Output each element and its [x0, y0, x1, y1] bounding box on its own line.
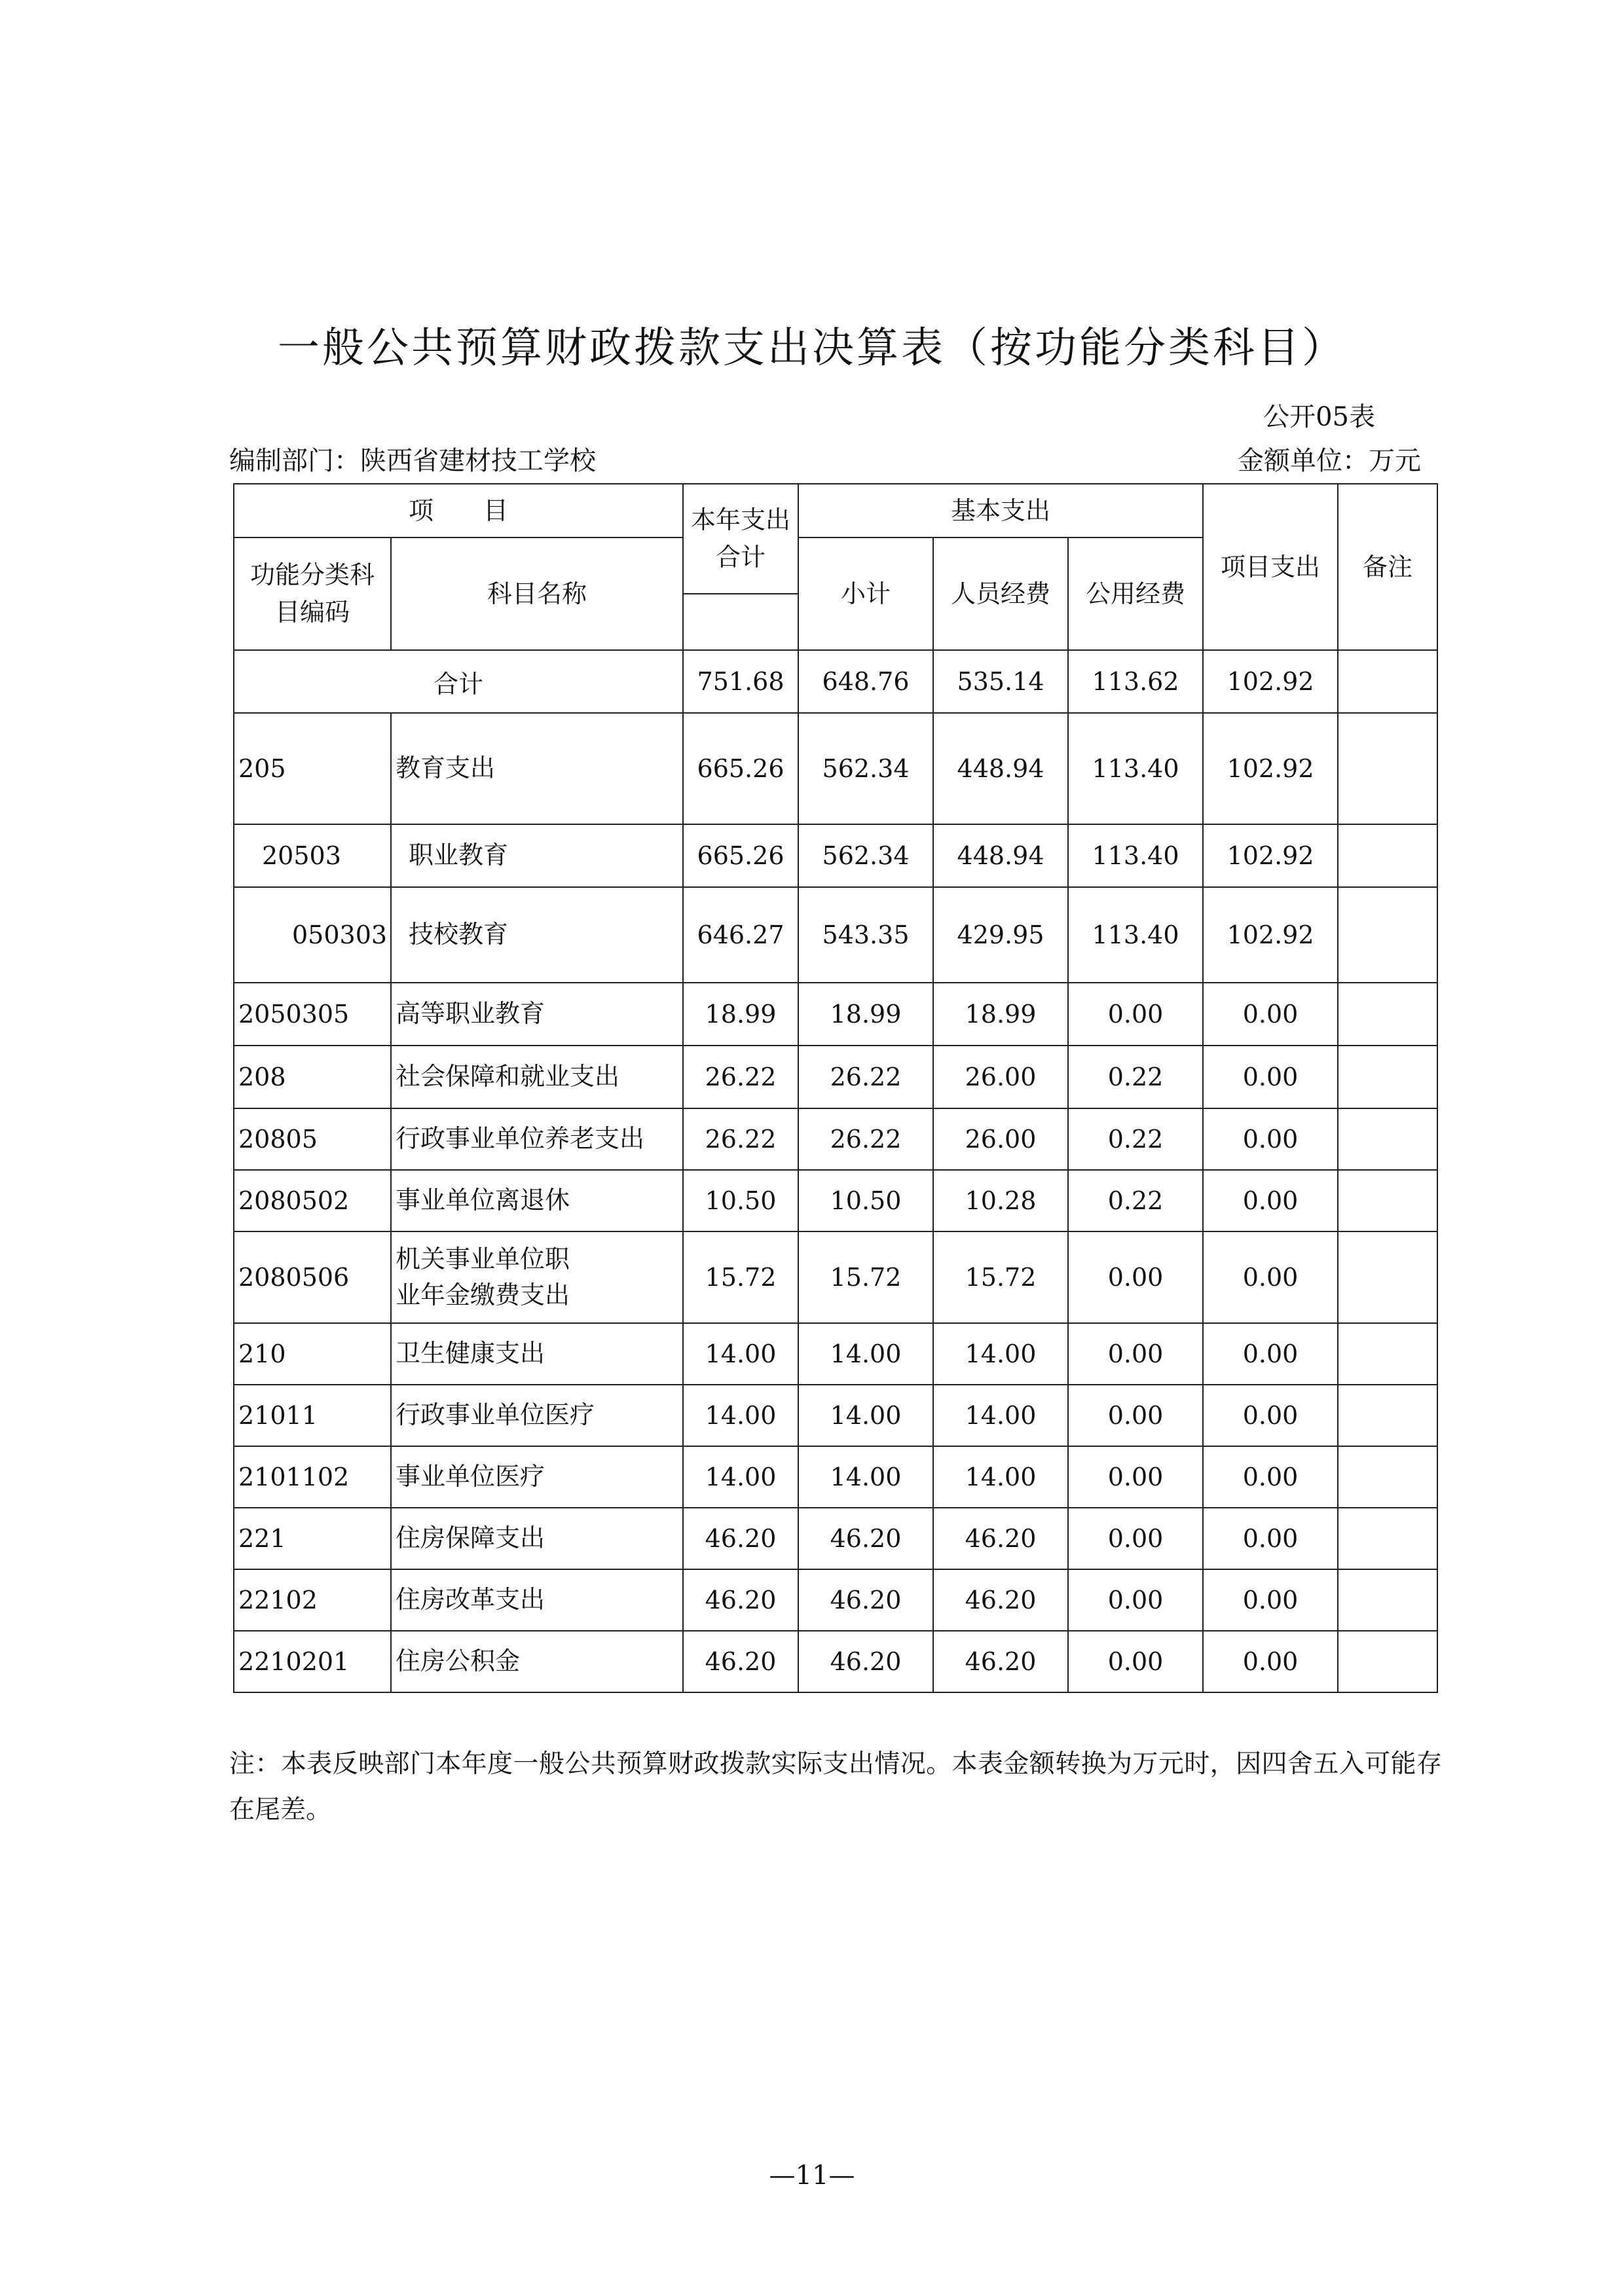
cell-code: 050303	[234, 887, 391, 983]
table-row	[234, 1569, 1437, 1631]
cell-name: 住房保障支出	[391, 1508, 683, 1569]
table-row	[234, 1108, 1437, 1170]
cell-subtotal: 562.34	[798, 824, 933, 887]
cell-total: 10.50	[683, 1170, 798, 1231]
cell-name: 行政事业单位医疗	[391, 1385, 683, 1446]
table-row	[234, 1631, 1437, 1692]
cell-total: 18.99	[683, 983, 798, 1046]
cell-personnel: 26.00	[933, 1046, 1068, 1108]
cell-total: 646.27	[683, 887, 798, 983]
cell-personnel: 448.94	[933, 713, 1068, 824]
cell-total: 665.26	[683, 713, 798, 824]
cell-public: 0.00	[1068, 1323, 1203, 1385]
cell-project: 0.00	[1203, 1108, 1338, 1170]
cell-remark	[1338, 1569, 1437, 1631]
cell-total: 665.26	[683, 824, 798, 887]
cell-total: 46.20	[683, 1631, 798, 1692]
cell-code: 20503	[234, 824, 391, 887]
cell-project: 0.00	[1203, 1231, 1338, 1323]
cell-personnel: 535.14	[933, 650, 1068, 713]
cell-project: 102.92	[1203, 713, 1338, 824]
cell-project: 0.00	[1203, 1323, 1338, 1385]
cell-public: 0.00	[1068, 1446, 1203, 1508]
table-row	[234, 1231, 1437, 1323]
cell-remark	[1338, 1323, 1437, 1385]
cell-personnel: 15.72	[933, 1231, 1068, 1323]
table-row-total	[234, 650, 1437, 713]
cell-name-line: 机关事业单位职	[396, 1244, 570, 1273]
cell-remark	[1338, 1508, 1437, 1569]
cell-name: 技校教育	[391, 887, 683, 983]
cell-public: 113.40	[1068, 713, 1203, 824]
page-number: —11—	[769, 2160, 855, 2191]
cell-personnel: 18.99	[933, 983, 1068, 1046]
cell-total: 26.22	[683, 1046, 798, 1108]
cell-name: 职业教育	[391, 824, 683, 887]
cell-public: 0.22	[1068, 1170, 1203, 1231]
header-subtotal: 小计	[798, 538, 933, 650]
cell-personnel: 46.20	[933, 1508, 1068, 1569]
cell-code: 221	[234, 1508, 391, 1569]
cell-public: 0.22	[1068, 1108, 1203, 1170]
cell-code: 2050305	[234, 983, 391, 1046]
cell-remark	[1338, 1046, 1437, 1108]
cell-total: 15.72	[683, 1231, 798, 1323]
cell-public: 113.40	[1068, 824, 1203, 887]
cell-code: 21011	[234, 1385, 391, 1446]
cell-name: 社会保障和就业支出	[391, 1046, 683, 1108]
cell-subtotal: 14.00	[798, 1446, 933, 1508]
cell-public: 113.40	[1068, 887, 1203, 983]
cell-subtotal: 26.22	[798, 1046, 933, 1108]
cell-public: 0.00	[1068, 1631, 1203, 1692]
header-basic: 基本支出	[798, 484, 1203, 538]
cell-personnel: 26.00	[933, 1108, 1068, 1170]
cell-project: 0.00	[1203, 1046, 1338, 1108]
cell-project: 0.00	[1203, 1508, 1338, 1569]
cell-name: 住房公积金	[391, 1631, 683, 1692]
cell-project: 0.00	[1203, 1170, 1338, 1231]
cell-remark	[1338, 983, 1437, 1046]
header-subject-name: 科目名称	[391, 538, 683, 650]
cell-subtotal: 46.20	[798, 1569, 933, 1631]
cell-remark	[1338, 824, 1437, 887]
cell-project: 102.92	[1203, 824, 1338, 887]
cell-remark	[1338, 1446, 1437, 1508]
cell-total: 14.00	[683, 1446, 798, 1508]
table-row	[234, 1508, 1437, 1569]
cell-total: 26.22	[683, 1108, 798, 1170]
cell-total: 46.20	[683, 1569, 798, 1631]
page-title: 一般公共预算财政拨款支出决算表（按功能分类科目）	[278, 324, 1346, 373]
cell-code: 205	[234, 713, 391, 824]
cell-personnel: 429.95	[933, 887, 1068, 983]
cell-code: 22102	[234, 1569, 391, 1631]
cell-name: 事业单位医疗	[391, 1446, 683, 1508]
cell-project: 0.00	[1203, 1631, 1338, 1692]
cell-code: 2080502	[234, 1170, 391, 1231]
header-project: 项目支出	[1203, 484, 1338, 650]
cell-subtotal: 26.22	[798, 1108, 933, 1170]
total-label: 合计	[234, 650, 683, 713]
cell-subtotal: 562.34	[798, 713, 933, 824]
cell-remark	[1338, 887, 1437, 983]
cell-public: 0.00	[1068, 983, 1203, 1046]
table-code: 公开05表	[1263, 402, 1375, 432]
cell-name: 高等职业教育	[391, 983, 683, 1046]
cell-personnel: 46.20	[933, 1569, 1068, 1631]
cell-project: 0.00	[1203, 983, 1338, 1046]
cell-subtotal: 543.35	[798, 887, 933, 983]
cell-remark	[1338, 650, 1437, 713]
footnote: 注：本表反映部门本年度一般公共预算财政拨款实际支出情况。本表金额转换为万元时，因四舍五入可能存在尾差。	[229, 1749, 1442, 1825]
cell-name: 卫生健康支出	[391, 1323, 683, 1385]
table-row	[234, 983, 1437, 1046]
cell-personnel: 448.94	[933, 824, 1068, 887]
table-row	[234, 1323, 1437, 1385]
table-row	[234, 824, 1437, 887]
department-label: 编制部门：陕西省建材技工学校	[229, 446, 596, 476]
header-remark: 备注	[1338, 484, 1437, 650]
cell-subtotal: 18.99	[798, 983, 933, 1046]
cell-code: 208	[234, 1046, 391, 1108]
cell-name: 住房改革支出	[391, 1569, 683, 1631]
cell-public: 0.22	[1068, 1046, 1203, 1108]
cell-total: 46.20	[683, 1508, 798, 1569]
cell-subtotal: 15.72	[798, 1231, 933, 1323]
cell-project: 0.00	[1203, 1569, 1338, 1631]
cell-public: 113.62	[1068, 650, 1203, 713]
cell-subtotal: 14.00	[798, 1323, 933, 1385]
cell-subtotal: 10.50	[798, 1170, 933, 1231]
cell-public: 0.00	[1068, 1231, 1203, 1323]
cell-subtotal: 14.00	[798, 1385, 933, 1446]
table-row	[234, 713, 1437, 824]
table-row	[234, 1385, 1437, 1446]
cell-name-line: 业年金缴费支出	[396, 1281, 570, 1309]
expenditure-table	[233, 483, 1438, 1693]
cell-project: 0.00	[1203, 1385, 1338, 1446]
cell-subtotal: 46.20	[798, 1508, 933, 1569]
cell-name: 事业单位离退休	[391, 1170, 683, 1231]
table-row	[234, 1446, 1437, 1508]
cell-personnel: 46.20	[933, 1631, 1068, 1692]
cell-public: 0.00	[1068, 1508, 1203, 1569]
header-func-code: 功能分类科目编码	[234, 538, 391, 650]
cell-personnel: 14.00	[933, 1446, 1068, 1508]
cell-personnel: 14.00	[933, 1385, 1068, 1446]
cell-remark	[1338, 713, 1437, 824]
table-row	[234, 1170, 1437, 1231]
header-total: 本年支出合计	[683, 484, 798, 594]
cell-remark	[1338, 1170, 1437, 1231]
cell-remark	[1338, 1385, 1437, 1446]
cell-code: 210	[234, 1323, 391, 1385]
cell-name: 行政事业单位养老支出	[391, 1108, 683, 1170]
cell-personnel: 14.00	[933, 1323, 1068, 1385]
cell-project: 0.00	[1203, 1446, 1338, 1508]
cell-personnel: 10.28	[933, 1170, 1068, 1231]
cell-code: 2080506	[234, 1231, 391, 1323]
cell-remark	[1338, 1231, 1437, 1323]
cell-name	[391, 1231, 683, 1323]
table-row	[234, 1046, 1437, 1108]
header-personnel: 人员经费	[933, 538, 1068, 650]
cell-public: 0.00	[1068, 1385, 1203, 1446]
cell-subtotal: 648.76	[798, 650, 933, 713]
cell-project: 102.92	[1203, 650, 1338, 713]
cell-code: 2101102	[234, 1446, 391, 1508]
unit-label: 金额单位：万元	[1238, 446, 1421, 476]
cell-total: 14.00	[683, 1385, 798, 1446]
cell-subtotal: 46.20	[798, 1631, 933, 1692]
cell-project: 102.92	[1203, 887, 1338, 983]
header-public: 公用经费	[1068, 538, 1203, 650]
header-item: 项 目	[234, 484, 683, 538]
cell-remark	[1338, 1108, 1437, 1170]
cell-total: 751.68	[683, 650, 798, 713]
cell-code: 2210201	[234, 1631, 391, 1692]
cell-name: 教育支出	[391, 713, 683, 824]
cell-total: 14.00	[683, 1323, 798, 1385]
cell-code: 20805	[234, 1108, 391, 1170]
cell-public: 0.00	[1068, 1569, 1203, 1631]
cell-remark	[1338, 1631, 1437, 1692]
table-row	[234, 887, 1437, 983]
